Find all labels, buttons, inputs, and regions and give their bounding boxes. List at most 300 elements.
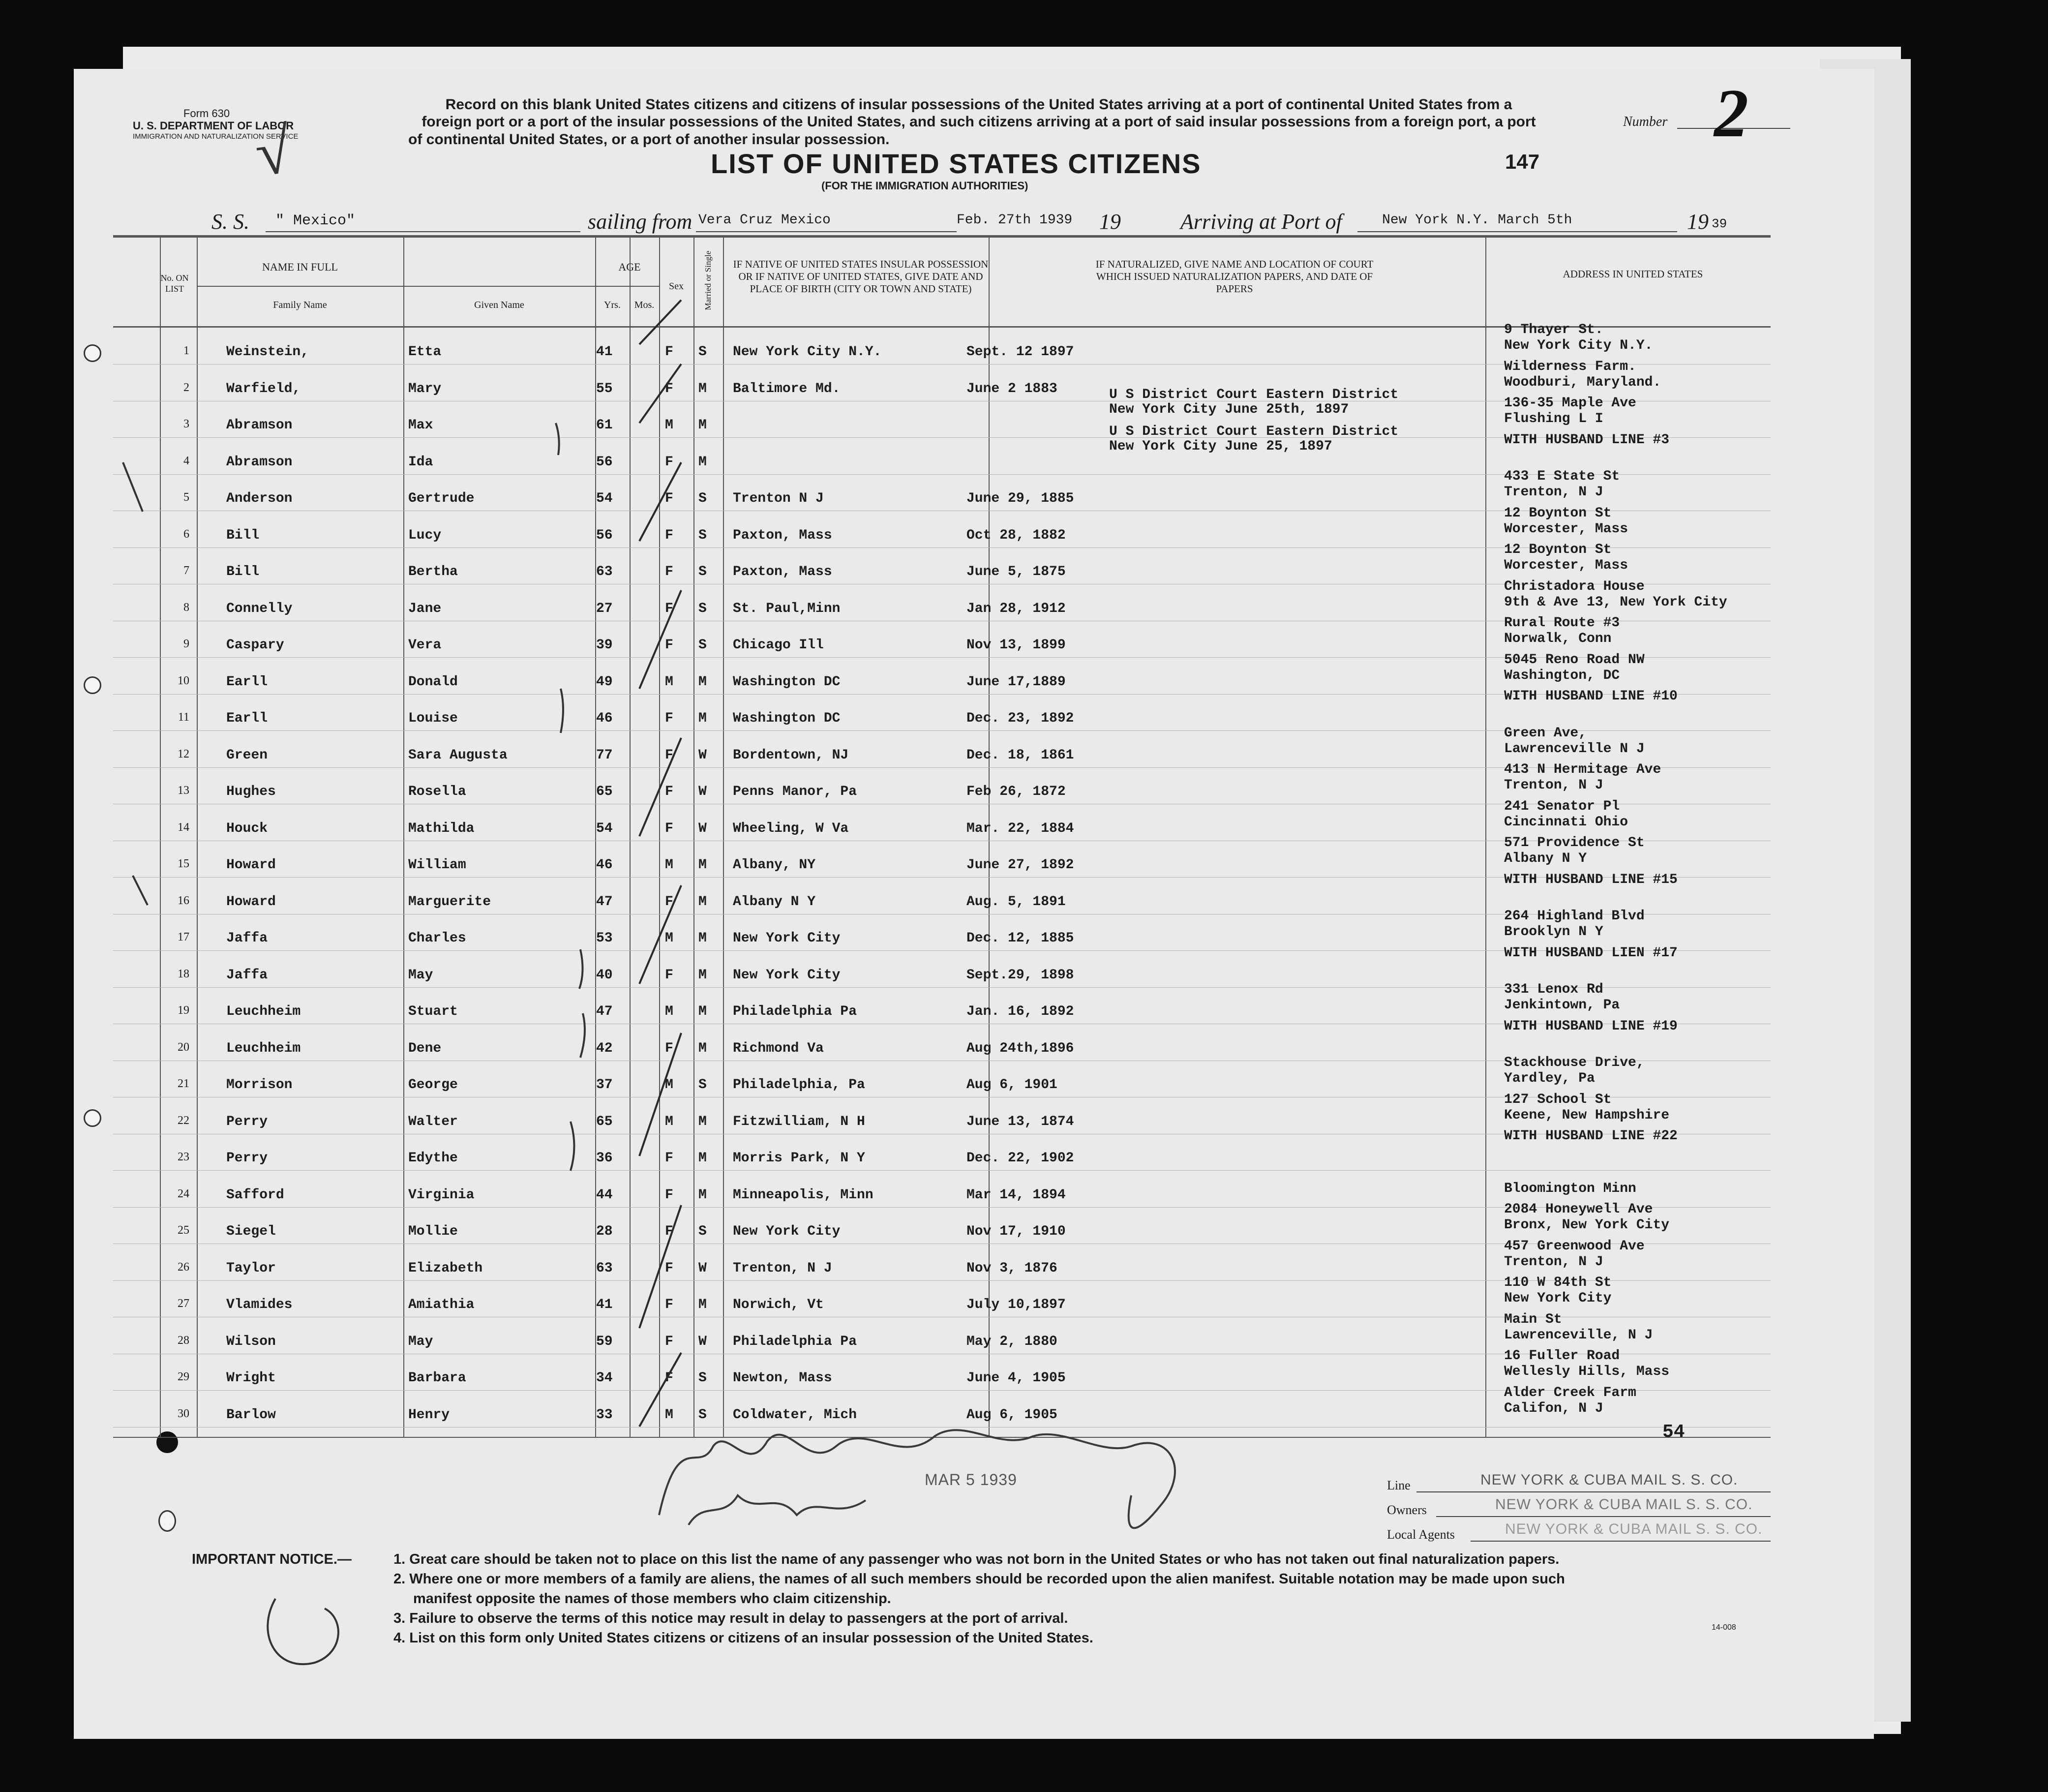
given-name: Elizabeth [408,1260,483,1276]
birth-place: Albany N Y [733,894,816,910]
birth-date: Jan 28, 1912 [966,601,1066,616]
given-name: Marguerite [408,894,491,910]
age-years: 55 [596,381,613,396]
given-name: Dene [408,1040,442,1056]
address-line: Norwalk, Conn [1504,631,1612,646]
address-line: Jenkintown, Pa [1504,998,1620,1013]
family-name: Safford [226,1187,284,1203]
marital-status: W [698,784,707,799]
ss-label: S. S. [211,210,249,234]
address-line: 9 Thayer St. [1504,322,1603,337]
marital-status: S [698,491,707,506]
birth-place: Bordentown, NJ [733,747,849,763]
address-line: Washington, DC [1504,668,1620,683]
address-line: 413 N Hermitage Ave [1504,762,1661,777]
address-line: 457 Greenwood Ave [1504,1238,1645,1254]
row-number: 7 [183,564,189,577]
age-years: 41 [596,1297,613,1312]
age-years: 63 [596,564,613,579]
agents-underline [1471,1541,1771,1542]
birth-date: Aug. 5, 1891 [966,894,1066,910]
family-name: Abramson [226,454,293,470]
row-number: 22 [178,1114,189,1127]
age-years: 53 [596,931,613,946]
birth-place: Trenton, N J [733,1260,832,1276]
address-line: 241 Senator Pl [1504,798,1620,814]
row-number: 1 [183,344,189,357]
tally-slashes [639,300,681,1427]
marital-status: S [698,564,707,579]
line-value: NEW YORK & CUBA MAIL S. S. CO. [1480,1472,1738,1488]
address-line: 331 Lenox Rd [1504,982,1603,997]
given-name: Stuart [408,1004,458,1019]
given-name: George [408,1077,458,1093]
birth-date: June 2 1883 [966,381,1057,396]
margin-check [123,462,338,1664]
given-name: Henry [408,1407,450,1423]
marital-status: S [698,638,707,653]
birth-place: New York City [733,1224,841,1239]
col-years: Yrs. [604,300,621,310]
given-name: Virginia [408,1187,475,1203]
age-years: 54 [596,491,613,506]
address-line: 12 Boynton St [1504,542,1612,557]
address-line: WITH HUSBAND LINE #10 [1504,689,1678,704]
notice-item: 1. Great care should be taken not to place on this list the name of any passenger who was not born in the United States or who has not taken out final naturalization papers. [393,1551,1560,1567]
given-name: Mary [408,381,442,396]
address-line: WITH HUSBAND LINE #22 [1504,1128,1678,1144]
ship-name: " Mexico" [275,213,356,229]
birth-date: Dec. 12, 1885 [966,931,1074,946]
given-name: May [408,1334,433,1349]
family-name: Bill [226,564,260,579]
family-name: Morrison [226,1077,293,1093]
sex: F [665,1260,673,1276]
birth-place: Philadelphia Pa [733,1004,857,1019]
age-years: 28 [596,1224,613,1239]
address-line: Albany N Y [1504,851,1587,866]
address-line: Trenton, N J [1504,778,1603,793]
age-years: 61 [596,418,613,433]
birth-place: Paxton, Mass [733,527,832,543]
row-number: 13 [178,784,189,797]
birth-date: Nov 13, 1899 [966,638,1066,653]
family-name: Leuchheim [226,1004,301,1019]
marital-status: S [698,601,707,616]
notice-item: 2. Where one or more members of a family are aliens, the names of all such members should be recorded upon the alien manifest. Suitable notation may be made upon such [393,1571,1565,1587]
family-name: Howard [226,857,276,873]
given-name: Vera [408,638,442,653]
birth-date: June 17,1889 [966,674,1066,690]
important-notice-label: IMPORTANT NOTICE.— [192,1551,352,1567]
page-title: LIST OF UNITED STATES CITIZENS [711,148,1202,179]
naturalization-court: New York City June 25, 1897 [1109,438,1332,454]
address-line: New York City N.Y. [1504,338,1653,353]
birth-place: Chicago Ill [733,638,824,653]
family-name: Howard [226,894,276,910]
birth-place: Wheeling, W Va [733,820,849,836]
given-name: Mathilda [408,820,475,836]
birth-date: Sept.29, 1898 [966,967,1074,983]
address-line: Califon, N J [1504,1400,1603,1416]
birth-date: Aug 24th,1896 [966,1040,1074,1056]
address-line: 571 Providence St [1504,835,1645,850]
row-number: 17 [178,931,189,943]
birth-date: May 2, 1880 [966,1334,1057,1349]
birth-place: Fitzwilliam, N H [733,1114,865,1129]
sex: M [665,418,673,433]
sex: M [665,857,673,873]
sex: F [665,1370,673,1386]
address-line: Trenton, N J [1504,1254,1603,1270]
address-line: Alder Creek Farm [1504,1385,1636,1400]
birth-date: Feb 26, 1872 [966,784,1066,799]
address-line: WITH HUSBAND LIEN #17 [1504,945,1678,961]
address-line: WITH HUSBAND LINE #19 [1504,1018,1678,1034]
address-line: Yardley, Pa [1504,1071,1595,1086]
birth-date: Mar 14, 1894 [966,1187,1066,1203]
page-code: 147 [1505,150,1540,173]
row-number: 9 [183,638,189,650]
owners-value: NEW YORK & CUBA MAIL S. S. CO. [1495,1496,1753,1513]
marital-status: S [698,1224,707,1239]
family-name: Jaffa [226,967,268,983]
row-number: 16 [178,894,189,907]
given-name: Ida [408,454,433,470]
col-given-name: Given Name [474,300,524,310]
officer-signature [659,1430,1175,1528]
sex: F [665,1187,673,1203]
owners-label: Owners [1387,1503,1427,1517]
family-name: Hughes [226,784,276,799]
birth-date: June 27, 1892 [966,857,1074,873]
arrival-year-label: 19 [1687,210,1709,234]
sex: F [665,1224,673,1239]
family-name: Earll [226,711,268,726]
birth-date: June 29, 1885 [966,491,1074,506]
sailing-label: sailing from [588,210,693,234]
address-line: New York City [1504,1291,1612,1306]
family-name: Siegel [226,1224,276,1239]
address-line: Worcester, Mass [1504,521,1628,537]
sex: F [665,1151,673,1166]
marital-status: W [698,1334,707,1349]
address-line: Keene, New Hampshire [1504,1107,1670,1123]
naturalization-court: New York City June 25th, 1897 [1109,402,1349,417]
sex: F [665,344,673,360]
owners-underline [1436,1516,1771,1517]
given-name: May [408,967,433,983]
record-instruction-line: of continental United States, or a port of another insular possession. [408,131,890,148]
birth-date: Dec. 18, 1861 [966,747,1074,763]
address-line: Bronx, New York City [1504,1217,1670,1233]
col-age: AGE [618,261,641,273]
birth-place: Baltimore Md. [733,381,841,396]
family-name: Leuchheim [226,1040,301,1056]
given-name: Barbara [408,1370,466,1386]
marital-status: M [698,711,707,726]
list-number: 2 [1714,75,1748,152]
age-years: 40 [596,967,613,983]
address-line: WITH HUSBAND LINE #15 [1504,872,1678,887]
family-name: Abramson [226,418,293,433]
row-number: 15 [178,857,189,870]
row-number: 4 [183,454,189,467]
sex: F [665,711,673,726]
sex: F [665,564,673,579]
birth-place: Morris Park, N Y [733,1151,865,1166]
arrival-port: New York N.Y. March 5th [1382,213,1572,228]
family-name: Warfield, [226,381,301,396]
birth-place: Washington DC [733,674,841,690]
family-name: Green [226,747,268,763]
form-number: Form 630 [183,107,230,120]
family-name: Perry [226,1151,268,1166]
marital-status: M [698,381,707,396]
age-years: 44 [596,1187,613,1203]
address-line: Lawrenceville N J [1504,741,1645,757]
marital-status: S [698,1077,707,1093]
sex: M [665,674,673,690]
age-years: 49 [596,674,613,690]
naturalization-court: U S District Court Eastern District [1109,387,1399,402]
family-name: Jaffa [226,931,268,946]
sex: M [665,931,673,946]
birth-date: Oct 28, 1882 [966,527,1066,543]
birth-place: New York City [733,931,841,946]
sex: F [665,601,673,616]
important-notice [393,1549,1785,1648]
birth-date: Mar. 22, 1884 [966,820,1074,836]
age-years: 65 [596,784,613,799]
sex: F [665,747,673,763]
row-number: 14 [178,820,189,834]
sex: F [665,527,673,543]
address-line: 110 W 84th St [1504,1275,1612,1290]
notice-item: manifest opposite the names of those members who claim citizenship. [413,1591,891,1607]
age-years: 37 [596,1077,613,1093]
address-line: 12 Boynton St [1504,505,1612,521]
birth-place: Paxton, Mass [733,564,832,579]
address-line: Woodburi, Maryland. [1504,374,1661,390]
sex: F [665,1040,673,1056]
birth-date: Dec. 22, 1902 [966,1151,1074,1166]
marital-status: W [698,747,707,763]
age-years: 56 [596,527,613,543]
birth-date: Aug 6, 1905 [966,1407,1057,1423]
notice-item: 4. List on this form only United States citizens or citizens of an insular possession of the United States. [393,1630,1093,1646]
given-name: Gertrude [408,491,475,506]
row-number: 5 [183,491,189,504]
age-years: 47 [596,1004,613,1019]
sex: F [665,967,673,983]
given-name: Lucy [408,527,442,543]
birth-date: Jan. 16, 1892 [966,1004,1074,1019]
family-name: Bill [226,527,260,543]
arriving-label: Arriving at Port of [1180,210,1342,234]
address-line: Worcester, Mass [1504,558,1628,573]
sex: M [665,1114,673,1129]
address-line: WITH HUSBAND LINE #3 [1504,432,1670,448]
passenger-count: 54 [1662,1422,1685,1443]
row-number: 2 [183,381,189,394]
row-number: 10 [178,674,189,687]
birth-date: Nov 3, 1876 [966,1260,1057,1276]
sailing-from: Vera Cruz Mexico [698,213,831,228]
given-name: Charles [408,931,466,946]
sailing-date: Feb. 27th 1939 [957,213,1073,228]
family-name: Barlow [226,1407,276,1423]
address-line: 5045 Reno Road NW [1504,652,1645,668]
address-line: 433 E State St [1504,469,1620,484]
record-instruction-line: Record on this blank United States citizens and citizens of insular possessions of the United States arriving at a port of continental United States from a [445,96,1512,113]
birth-date: July 10,1897 [966,1297,1066,1312]
year-label: 19 [1099,210,1121,234]
address-line: Brooklyn N Y [1504,924,1603,940]
address-line: Stackhouse Drive, [1504,1055,1645,1070]
address-line: Lawrenceville, N J [1504,1327,1653,1343]
col-naturalized: IF NATURALIZED, GIVE NAME AND LOCATION OF COURT WHICH ISSUED NATURALIZATION PAPERS, AND DATE OF PAPERS [1095,258,1374,295]
family-name: Wright [226,1370,276,1386]
address-line: Wellesly Hills, Mass [1504,1364,1670,1379]
col-family-name: Family Name [273,300,327,310]
col-name-in-full: NAME IN FULL [262,261,338,273]
age-years: 36 [596,1151,613,1166]
given-name: William [408,857,466,873]
birth-place: Trenton N J [733,491,824,506]
address-line: Green Ave, [1504,725,1587,741]
row-number: 18 [178,967,189,980]
age-years: 46 [596,711,613,726]
age-years: 56 [596,454,613,470]
check-mark: √ [251,115,296,190]
marital-status: M [698,857,707,873]
row-number: 26 [178,1260,189,1274]
age-years: 34 [596,1370,613,1386]
birth-date: June 13, 1874 [966,1114,1074,1129]
sex: F [665,1297,673,1312]
given-name: Jane [408,601,442,616]
page-subtitle: (FOR THE IMMIGRATION AUTHORITIES) [821,180,1028,192]
address-line: Trenton, N J [1504,485,1603,500]
marital-status: M [698,967,707,983]
row-number: 25 [178,1224,189,1237]
birth-place: Penns Manor, Pa [733,784,857,799]
birth-place: New York City [733,967,841,983]
row-number: 6 [183,527,189,541]
given-name: Etta [408,344,442,360]
birth-place: Albany, NY [733,857,816,873]
sex: F [665,454,673,470]
age-years: 47 [596,894,613,910]
margin-brackets [556,423,585,1171]
given-name: Max [408,418,433,433]
sex: F [665,491,673,506]
age-years: 77 [596,747,613,763]
row-number: 21 [178,1077,189,1090]
family-name: Caspary [226,638,284,653]
sex: F [665,638,673,653]
birth-place: Coldwater, Mich [733,1407,857,1423]
age-years: 41 [596,344,613,360]
age-years: 42 [596,1040,613,1056]
marital-status: M [698,1297,707,1312]
given-name: Sara Augusta [408,747,508,763]
given-name: Edythe [408,1151,458,1166]
birth-place: Philadelphia, Pa [733,1077,865,1093]
department-name: U. S. DEPARTMENT OF LABOR [133,120,294,132]
sex: M [665,1077,673,1093]
marital-status: S [698,527,707,543]
col-birth: IF NATIVE OF UNITED STATES INSULAR POSSESSION OR IF NATIVE OF UNITED STATES, GIVE DATE AND PLACE OF BIRTH (CITY OR TOWN AND STATE) [733,258,989,295]
row-number: 3 [183,418,189,430]
birth-place: St. Paul,Minn [733,601,841,616]
marital-status: M [698,1114,707,1129]
birth-date: June 5, 1875 [966,564,1066,579]
col-sex: Sex [669,281,684,292]
row-number: 24 [178,1187,189,1200]
record-instruction-line: foreign port or a port of the insular possessions of the United States, and such citizens arriving at a port of said insular possessions from a foreign port, a port [422,114,1536,130]
marital-status: S [698,344,707,360]
birth-place: New York City N.Y. [733,344,882,360]
birth-place: Richmond Va [733,1040,824,1056]
family-name: Connelly [226,601,293,616]
notice-item: 3. Failure to observe the terms of this notice may result in delay to passengers at the port of arrival. [393,1610,1068,1627]
arrival-date-stamp: MAR 5 1939 [925,1471,1017,1488]
marital-status: M [698,454,707,470]
row-number: 12 [178,747,189,760]
row-number: 29 [178,1370,189,1383]
row-number: 28 [178,1334,189,1347]
address-line: 136-35 Maple Ave [1504,395,1636,411]
birth-date: Aug 6, 1901 [966,1077,1057,1093]
age-years: 59 [596,1334,613,1349]
number-label: Number [1623,114,1668,129]
address-line: 9th & Ave 13, New York City [1504,594,1727,610]
col-address: ADDRESS IN UNITED STATES [1563,268,1703,280]
birth-date: June 4, 1905 [966,1370,1066,1386]
age-years: 39 [596,638,613,653]
age-years: 65 [596,1114,613,1129]
service-name: IMMIGRATION AND NATURALIZATION SERVICE [133,132,299,141]
given-name: Amiathia [408,1297,475,1312]
age-years: 46 [596,857,613,873]
family-name: Houck [226,820,268,836]
birth-date: Dec. 23, 1892 [966,711,1074,726]
line-label: Line [1387,1478,1411,1492]
given-name: Louise [408,711,458,726]
sex: M [665,1407,673,1423]
marital-status: M [698,1004,707,1019]
sex: F [665,894,673,910]
given-name: Donald [408,674,458,690]
family-name: Perry [226,1114,268,1129]
row-number: 30 [178,1407,189,1420]
agents-label: Local Agents [1387,1527,1455,1542]
address-line: Rural Route #3 [1504,615,1620,631]
marital-status: M [698,894,707,910]
sex: F [665,820,673,836]
agents-value: NEW YORK & CUBA MAIL S. S. CO. [1505,1521,1763,1537]
birth-place: Washington DC [733,711,841,726]
marital-status: W [698,820,707,836]
marital-status: S [698,1370,707,1386]
marital-status: M [698,931,707,946]
birth-date: Nov 17, 1910 [966,1224,1066,1239]
address-line: Bloomington Minn [1504,1181,1636,1196]
birth-place: Minneapolis, Minn [733,1187,873,1203]
marital-status: M [698,674,707,690]
